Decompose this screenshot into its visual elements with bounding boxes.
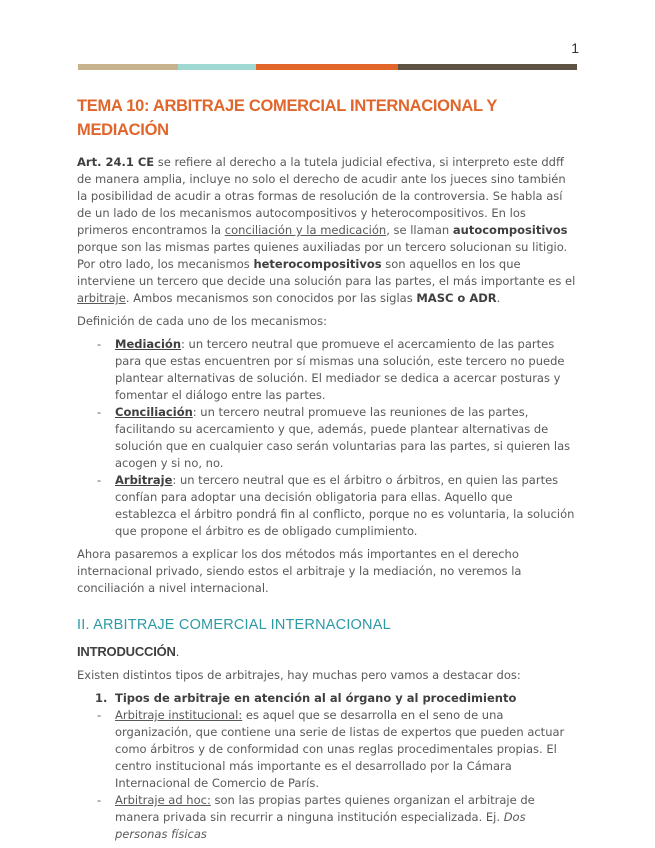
list-item bbox=[77, 336, 577, 404]
numbered-item bbox=[77, 690, 577, 707]
intro-text-4: son aquellos en los que interviene un tercero que decide una solución para las partes, el más importante es el bbox=[77, 257, 576, 288]
intro-text-2: , se llaman bbox=[386, 223, 453, 237]
rule-segment-2 bbox=[178, 64, 256, 70]
definition-term: Arbitraje bbox=[115, 473, 173, 487]
intro-bold-heterocompositivos: heterocompositivos bbox=[253, 257, 382, 271]
document-body bbox=[77, 94, 577, 843]
intro-text-1: se refiere al derecho a la tutela judicial efectiva, si interpreto este ddff de manera amplia, incluye no solo el derecho de acudir ante los jueces sino también la posibilidad de acudir a otras formas de resolución de la controversia. Se habla así de un lado de los mecanismos autocompositivos y heterocompositivos. En los primeros encontramos la bbox=[77, 155, 566, 237]
subsection-title-period: . bbox=[175, 644, 180, 659]
intro-bold-masc: MASC o ADR bbox=[416, 291, 497, 305]
type-term: Arbitraje ad hoc: bbox=[115, 793, 211, 807]
type-text: son las propias partes quienes organizan el arbitraje de manera privada sin recurrir a ninguna institución especializada. Ej. bbox=[115, 793, 535, 824]
section-title: II. ARBITRAJE COMERCIAL INTERNACIONAL bbox=[77, 617, 391, 633]
intro-underline-2: arbitraje bbox=[77, 291, 126, 305]
intro-underline-1: conciliación y la medicación bbox=[224, 223, 387, 237]
header-rule bbox=[78, 64, 577, 70]
list-item bbox=[77, 472, 577, 540]
intro-paragraph bbox=[77, 154, 577, 307]
type-text: es aquel que se desarrolla en el seno de una organización, que contiene una serie de listas de expertos que pueden actuar como árbitros y de conformidad con unas reglas procedimentales propias. El centro institucional más importante es el desarrollado por la Cámara Internacional de Comercio de París. bbox=[115, 708, 565, 790]
intro-text-6: . bbox=[496, 291, 501, 305]
definition-text: : un tercero neutral promueve las reuniones de las partes, facilitando su acercamiento y que, además, puede plantear alternativas de solución que en cualquier caso serán voluntarias para las partes, si quieren las acogen y si no, no. bbox=[115, 405, 571, 470]
numbered-item-number: 1. bbox=[95, 691, 108, 705]
intro-text-5: . Ambos mecanismos son conocidos por las siglas bbox=[125, 291, 417, 305]
definition-text: : un tercero neutral que promueve el acercamiento de las partes para que estas encuentren por sí mismas una solución, este tercero no puede plantear alternativas de solución. El mediador se dedica a acercar posturas y fomentar el diálogo entre las partes. bbox=[115, 337, 565, 402]
type-text-italic: Dos personas físicas bbox=[115, 810, 526, 841]
intro-text-3: porque son las mismas partes quienes auxiliadas por un tercero solucionan su litigio. Por otro lado, los mecanismos bbox=[77, 240, 568, 271]
article-reference: Art. 24.1 CE bbox=[77, 155, 155, 169]
list-item bbox=[77, 707, 577, 792]
subsection-title bbox=[77, 643, 577, 661]
subsection-title-text: INTRODUCCIÓN bbox=[77, 644, 176, 659]
rule-segment-3 bbox=[256, 64, 398, 70]
type-term: Arbitraje institucional: bbox=[115, 708, 243, 722]
list-item bbox=[77, 404, 577, 472]
document-title: TEMA 10: ARBITRAJE COMERCIAL INTERNACIONAL Y MEDIACIÓN bbox=[77, 97, 497, 139]
numbered-item-text: Tipos de arbitraje en atención al al órgano y al procedimiento bbox=[115, 691, 517, 705]
page-number: 1 bbox=[571, 40, 579, 56]
intro-bold-autocompositivos: autocompositivos bbox=[452, 223, 568, 237]
types-intro: Existen distintos tipos de arbitrajes, hay muchas pero vamos a destacar dos: bbox=[77, 668, 521, 682]
definitions-intro: Definición de cada uno de los mecanismos: bbox=[77, 314, 327, 328]
list-item bbox=[77, 792, 577, 843]
arbitration-types-list bbox=[77, 707, 577, 843]
definitions-list bbox=[77, 336, 577, 540]
after-definitions-paragraph: Ahora pasaremos a explicar los dos métodos más importantes en el derecho internacional privado, siendo estos el arbitraje y la mediación, no veremos la conciliación a nivel internacional. bbox=[77, 547, 522, 595]
definition-term: Conciliación bbox=[115, 405, 193, 419]
rule-segment-4 bbox=[398, 64, 577, 70]
rule-segment-1 bbox=[78, 64, 178, 70]
definition-text: : un tercero neutral que es el árbitro o árbitros, en quien las partes confían para adoptar una decisión obligatoria para ellas. Aquello que establezca el árbitro pondrá fin al conflicto, porque no es voluntaria, la solución que propone el árbitro es de obligado cumplimiento. bbox=[115, 473, 575, 538]
definition-term: Mediación bbox=[115, 337, 182, 351]
